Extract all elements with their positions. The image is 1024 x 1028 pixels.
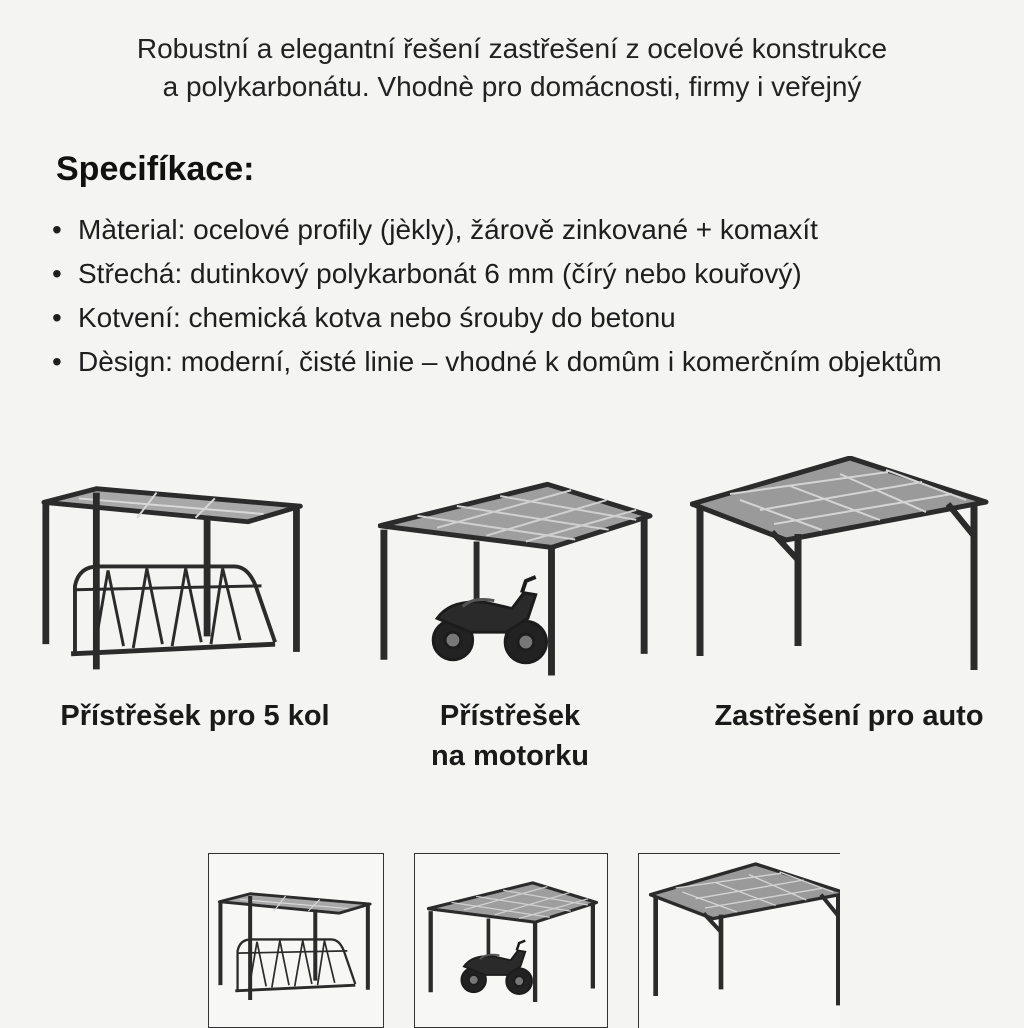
carport-icon bbox=[639, 854, 840, 1028]
caption-motorcycle-shelter bbox=[380, 696, 640, 776]
bullet-icon: • bbox=[52, 346, 62, 377]
thumbnail-bicycle-shelter[interactable] bbox=[208, 853, 384, 1028]
bullet-icon: • bbox=[52, 258, 62, 289]
spec-item-material bbox=[48, 208, 968, 252]
caption-line-1: Přístřešek bbox=[439, 700, 581, 732]
spec-text: Dèsign: moderní, čisté linie – vhodné k domûm i komerčním objektům bbox=[78, 346, 942, 377]
specs-list bbox=[48, 208, 968, 384]
motorcycle-shelter-icon bbox=[415, 854, 608, 1028]
carport-icon bbox=[690, 456, 990, 676]
spec-text: Kotvení: chemická kotva nebo śrouby do betonu bbox=[78, 302, 676, 333]
bullet-icon: • bbox=[52, 214, 62, 245]
bicycle-shelter-icon bbox=[40, 486, 312, 676]
caption-line-2: na motorku bbox=[431, 740, 589, 772]
motorcycle-shelter-icon bbox=[378, 476, 654, 676]
caption-bicycle-shelter bbox=[30, 696, 360, 736]
intro-text bbox=[40, 30, 984, 106]
specs-heading: Specifíkace: bbox=[56, 150, 255, 188]
thumbnail-carport[interactable] bbox=[638, 853, 840, 1028]
intro-line-2: a polykarbonátu. Vhodnè pro domácnosti, firmy i veřejný bbox=[162, 71, 862, 102]
bullet-icon: • bbox=[52, 302, 62, 333]
spec-item-design bbox=[48, 340, 968, 384]
bicycle-shelter-icon bbox=[209, 854, 384, 1028]
caption-line-1: Zastřešení pro auto bbox=[714, 700, 984, 732]
spec-text: Střechá: dutinkový polykarbonát 6 mm (čírý nebo kouřový) bbox=[78, 258, 802, 289]
spec-item-roof bbox=[48, 252, 968, 296]
thumbnail-motorcycle-shelter[interactable] bbox=[414, 853, 608, 1028]
spec-text: Màterial: ocelové profily (jèkly), žárově zinkované + komaxít bbox=[78, 214, 818, 245]
spec-item-anchoring bbox=[48, 296, 968, 340]
intro-line-1: Robustní a elegantní řešení zastřešení z ocelové konstrukce bbox=[136, 33, 888, 64]
caption-carport bbox=[694, 696, 1004, 736]
caption-line-1: Přístřešek pro 5 kol bbox=[60, 700, 330, 732]
